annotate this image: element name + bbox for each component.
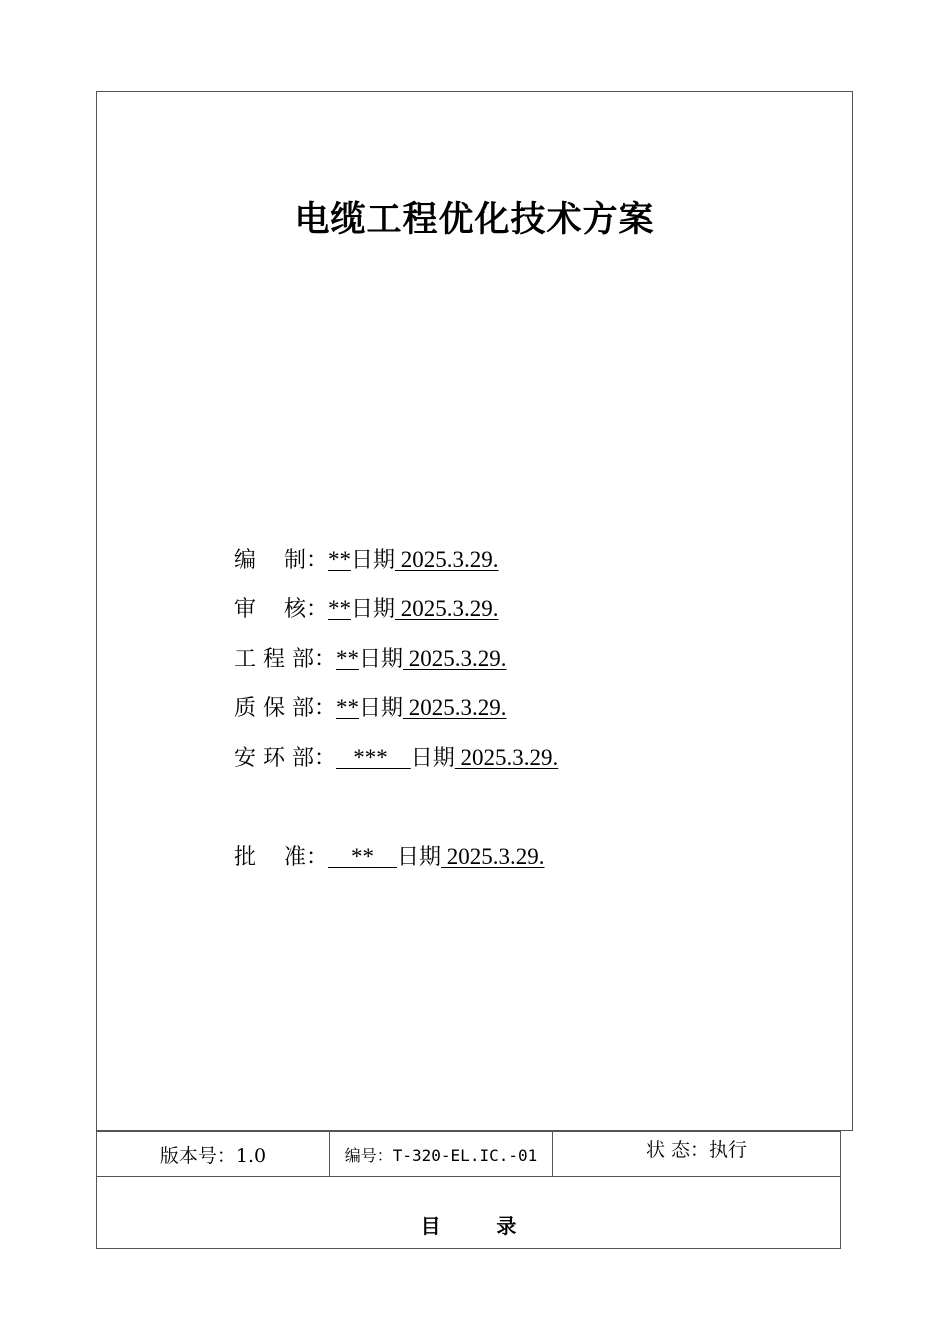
signature-label: 工 程 部：: [234, 647, 336, 672]
date-label: 日期: [396, 845, 441, 870]
signature-name: ***: [336, 745, 411, 770]
date-label: 日期: [410, 746, 455, 771]
signature-date: 2025.3.29.: [403, 646, 507, 671]
signature-label: 安 环 部：: [234, 746, 336, 771]
signature-label: 批 准：: [234, 845, 328, 870]
signature-row-engineering: [234, 644, 507, 675]
signature-name: **: [327, 596, 351, 621]
date-label: 日期: [350, 597, 395, 622]
date-label: 日期: [359, 647, 404, 672]
signature-date: 2025.3.29.: [403, 695, 507, 720]
signature-row-safety: [234, 743, 558, 774]
document-title: 电缆工程优化技术方案: [294, 200, 655, 240]
signature-label: 质 保 部：: [234, 696, 336, 721]
signature-label: 编 制：: [234, 548, 328, 573]
signature-row-approve: [234, 842, 545, 873]
document-code-cell: 编号：T-320-EL.IC.-01: [330, 1132, 553, 1177]
date-label: 日期: [359, 696, 404, 721]
signature-date: 2025.3.29.: [395, 547, 499, 572]
signature-label: 审 核：: [234, 597, 328, 622]
signature-row-quality: [234, 693, 507, 724]
status-cell: 状 态：执行: [553, 1132, 840, 1177]
footer-info-table: [96, 1131, 841, 1249]
signature-name: **: [327, 547, 351, 572]
signature-name: **: [336, 646, 359, 671]
signature-date: 2025.3.29.: [441, 844, 545, 869]
signature-row-review: [234, 594, 499, 625]
table-of-contents-heading: 目 录: [420, 1214, 517, 1238]
signature-name: **: [327, 844, 397, 869]
version-cell: 版本号：1.0: [97, 1132, 330, 1177]
signature-date: 2025.3.29.: [454, 745, 559, 770]
signature-date: 2025.3.29.: [395, 596, 499, 621]
signature-name: **: [336, 695, 359, 720]
date-label: 日期: [350, 548, 395, 573]
signature-row-compile: [234, 545, 499, 576]
